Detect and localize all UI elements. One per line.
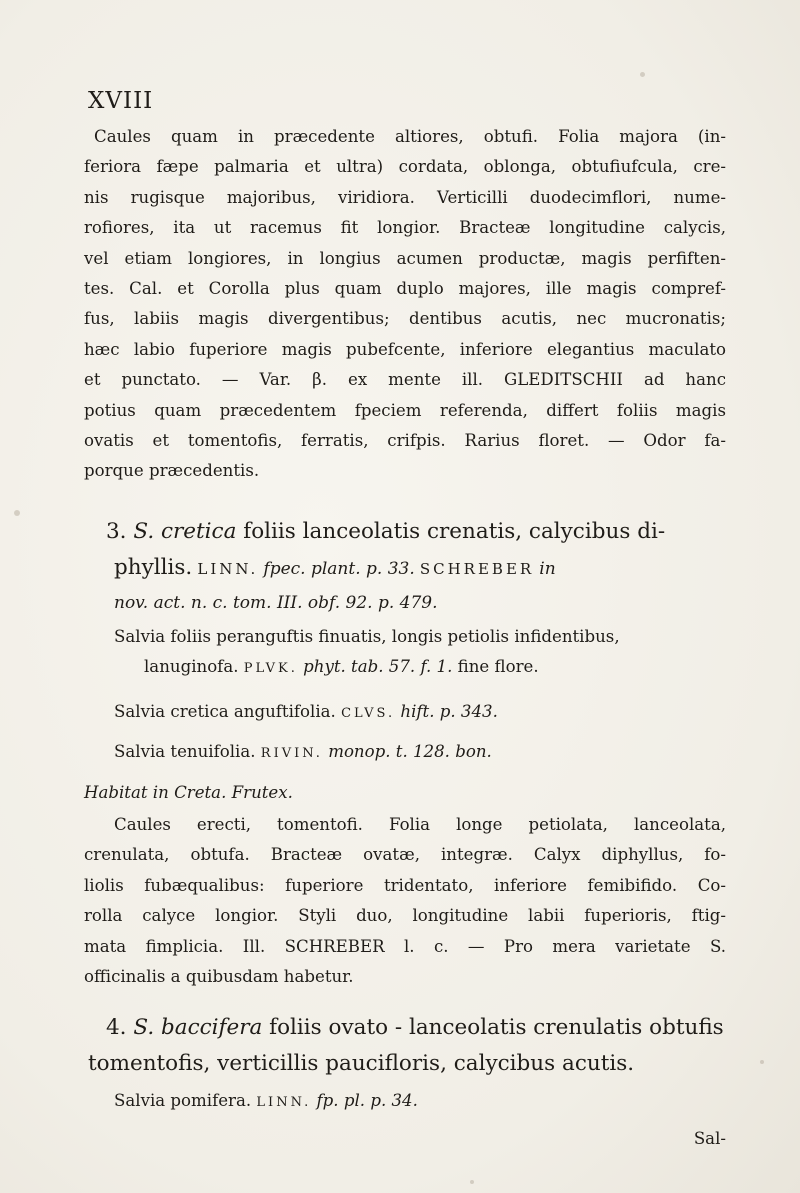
- text-line: potius quam præcedentem fpeciem referenda, differt foliis magis: [84, 400, 726, 420]
- reference: hift. p. 343.: [400, 701, 498, 721]
- author-name: RIVIN.: [260, 746, 323, 762]
- text-line: Caules quam in præcedente altiores, obtufi. Folia majora (in-: [94, 127, 726, 146]
- diagnosis-text: phyllis.: [114, 555, 193, 580]
- reference: nov. act. n. c. tom. III. obf. 92. p. 479.: [114, 593, 438, 613]
- synonym-text: fine flore.: [457, 657, 539, 677]
- text-line: hæc labio fuperiore magis pubefcente, inferiore elegantius maculato: [84, 339, 726, 359]
- text-line: ovatis et tomentofis, ferratis, crifpis. Rarius floret. — Odor fa-: [84, 431, 726, 451]
- synonym-3: [84, 737, 726, 769]
- paper-speck: [14, 510, 20, 516]
- text-line: mata fimplicia. Ill. SCHREBER l. c. — Pro mera varietate S.: [84, 936, 726, 956]
- diagnosis-text: foliis ovato - lanceolatis crenulatis obtufis: [269, 1015, 724, 1040]
- species-number: 3.: [106, 519, 127, 544]
- synonyms: [84, 622, 726, 808]
- paper-speck: [760, 1060, 764, 1064]
- text-line: rolla calyce longior. Styli duo, longitudine labii fuperioris, ftig-: [84, 906, 726, 926]
- reference: in: [539, 559, 556, 579]
- synonym-1: [84, 622, 726, 652]
- synonym-text: Salvia tenuifolia.: [114, 742, 256, 762]
- text-line: rofiores, ita ut racemus fit longior. Bracteæ longitudine calycis,: [84, 218, 726, 238]
- catchword: Sal-: [693, 1129, 726, 1149]
- species-3-diagnosis-line1: [84, 514, 726, 550]
- paper-speck: [470, 1180, 474, 1184]
- species-4-entry: [84, 1010, 726, 1155]
- author-name: LINN.: [256, 1095, 312, 1110]
- author-name: CLVS.: [341, 705, 396, 721]
- text-line: crenulata, obtufa. Bracteæ ovatæ, integræ. Calyx diphyllus, fo-: [84, 845, 726, 865]
- text-line: feriora fæpe palmaria et ultra) cordata, oblonga, obtufiufcula, cre-: [84, 157, 726, 177]
- synonym-text: Salvia pomifera.: [114, 1091, 252, 1110]
- reference: fp. pl. p. 34.: [316, 1091, 418, 1110]
- diagnosis-text: foliis lanceolatis crenatis, calycibus di-: [243, 519, 666, 544]
- page-number: XVIII: [88, 88, 154, 114]
- species-number: 4.: [106, 1015, 127, 1040]
- synonym-2: [84, 697, 726, 729]
- synonym-text: Salvia cretica anguftifolia.: [114, 701, 336, 721]
- author-name: PLVK.: [243, 661, 298, 677]
- synonym-1-cont: [84, 652, 726, 684]
- synonym-1: [84, 1086, 726, 1118]
- text-line: et punctato. — Var. β. ex mente ill. GLEDITSCHII ad hanc: [84, 370, 726, 390]
- synonym-text: lanuginofa.: [144, 657, 239, 677]
- text-line: vel etiam longiores, in longius acumen productæ, magis perfiften-: [84, 248, 726, 268]
- reference: monop. t. 128. bon.: [328, 742, 492, 762]
- text-line: fus, labiis magis divergentibus; dentibus acutis, nec mucronatis;: [84, 309, 726, 329]
- text-line: porque præcedentis.: [84, 461, 260, 481]
- text-line: tes. Cal. et Corolla plus quam duplo majores, ille magis compref-: [84, 279, 726, 299]
- author-name: LINN.: [197, 560, 259, 578]
- habitat: Habitat in Creta. Frutex.: [84, 782, 293, 802]
- species-3-description: [84, 810, 726, 992]
- paragraph-description: [84, 122, 726, 487]
- text-line: officinalis a quibusdam habetur.: [84, 967, 354, 987]
- species-name: S. cretica: [133, 519, 237, 544]
- reference: fpec. plant. p. 33.: [263, 559, 415, 579]
- reference: phyt. tab. 57. f. 1.: [303, 657, 453, 677]
- text-line: nis rugisque majoribus, viridiora. Verticilli duodecimflori, nume-: [84, 187, 726, 207]
- species-4-diagnosis-line1: [84, 1010, 726, 1046]
- author-name: SCHREBER: [419, 560, 535, 578]
- species-4-diagnosis-line2: tomentofis, verticillis paucifloris, calycibus acutis.: [88, 1051, 635, 1076]
- text-line: liolis fubæqualibus: fuperiore tridentato, inferiore femibifido. Co-: [84, 875, 726, 895]
- paper-speck: [640, 72, 645, 77]
- synonym-text: Salvia foliis peranguftis finuatis, longis petiolis infidentibus,: [114, 627, 620, 646]
- text-line: Caules erecti, tomentofi. Folia longe petiolata, lanceolata,: [114, 815, 726, 834]
- species-name: S. baccifera: [133, 1015, 263, 1040]
- species-3-entry: [84, 514, 726, 620]
- species-3-diagnosis-line2: [84, 550, 726, 586]
